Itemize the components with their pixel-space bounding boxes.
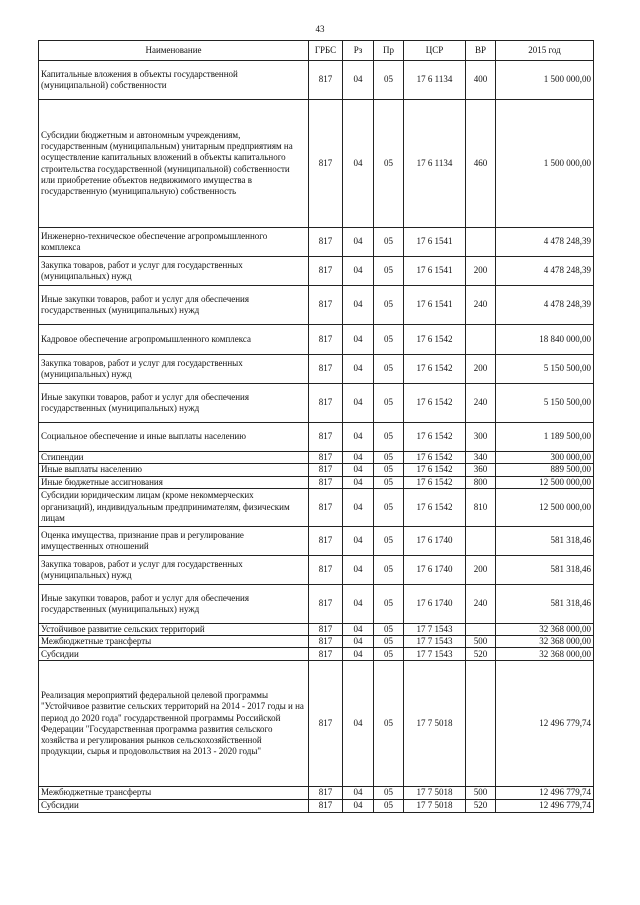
row-vr bbox=[466, 228, 496, 257]
row-amount: 32 368 000,00 bbox=[496, 636, 594, 648]
table-row bbox=[39, 100, 594, 228]
header-name: Наименование bbox=[39, 41, 309, 61]
table-row bbox=[39, 787, 594, 799]
table-row bbox=[39, 325, 594, 355]
row-amount: 889 500,00 bbox=[496, 464, 594, 476]
row-rz: 04 bbox=[343, 228, 374, 257]
row-vr: 240 bbox=[466, 384, 496, 423]
row-csr: 17 7 1543 bbox=[404, 636, 466, 648]
row-grbs: 817 bbox=[309, 257, 343, 286]
header-csr: ЦСР bbox=[404, 41, 466, 61]
table-row bbox=[39, 636, 594, 648]
row-name: Иные закупки товаров, работ и услуг для обеспечения государственных (муниципальных) нужд bbox=[39, 584, 309, 623]
row-vr: 500 bbox=[466, 787, 496, 799]
row-csr: 17 6 1542 bbox=[404, 325, 466, 355]
row-amount: 12 500 000,00 bbox=[496, 476, 594, 488]
row-pr: 05 bbox=[374, 636, 404, 648]
row-vr: 240 bbox=[466, 584, 496, 623]
row-csr: 17 7 5018 bbox=[404, 799, 466, 812]
row-pr: 05 bbox=[374, 555, 404, 584]
row-rz: 04 bbox=[343, 623, 374, 635]
row-csr: 17 6 1740 bbox=[404, 555, 466, 584]
row-pr: 05 bbox=[374, 464, 404, 476]
row-pr: 05 bbox=[374, 661, 404, 787]
row-grbs: 817 bbox=[309, 488, 343, 526]
row-csr: 17 6 1541 bbox=[404, 228, 466, 257]
row-csr: 17 7 1543 bbox=[404, 623, 466, 635]
row-vr: 200 bbox=[466, 257, 496, 286]
row-grbs: 817 bbox=[309, 636, 343, 648]
row-vr: 200 bbox=[466, 555, 496, 584]
header-grbs: ГРБС bbox=[309, 41, 343, 61]
row-vr: 200 bbox=[466, 355, 496, 384]
row-name: Субсидии бюджетным и автономным учреждениям, государственным (муниципальным) унитарным предприятиям на осуществление капитальных вложений в объекты капитального строительства государственной (муниципальной) собственности или приобретение объектов недвижимого имущества в государственную (муниципальную) собственность bbox=[39, 100, 309, 228]
row-vr bbox=[466, 325, 496, 355]
row-name: Инженерно-техническое обеспечение агропромышленного комплекса bbox=[39, 228, 309, 257]
row-csr: 17 6 1542 bbox=[404, 452, 466, 464]
row-rz: 04 bbox=[343, 355, 374, 384]
row-rz: 04 bbox=[343, 61, 374, 100]
row-rz: 04 bbox=[343, 476, 374, 488]
row-grbs: 817 bbox=[309, 476, 343, 488]
row-grbs: 817 bbox=[309, 423, 343, 452]
row-rz: 04 bbox=[343, 100, 374, 228]
row-grbs: 817 bbox=[309, 384, 343, 423]
row-amount: 12 496 779,74 bbox=[496, 799, 594, 812]
row-pr: 05 bbox=[374, 286, 404, 325]
row-name: Закупка товаров, работ и услуг для государственных (муниципальных) нужд bbox=[39, 555, 309, 584]
row-name: Оценка имущества, признание прав и регулирование имущественных отношений bbox=[39, 526, 309, 555]
table-row bbox=[39, 384, 594, 423]
row-pr: 05 bbox=[374, 526, 404, 555]
row-vr: 800 bbox=[466, 476, 496, 488]
page-number: 43 bbox=[315, 24, 325, 34]
row-rz: 04 bbox=[343, 648, 374, 661]
row-grbs: 817 bbox=[309, 661, 343, 787]
row-amount: 12 500 000,00 bbox=[496, 488, 594, 526]
row-grbs: 817 bbox=[309, 100, 343, 228]
row-vr: 300 bbox=[466, 423, 496, 452]
row-name: Иные выплаты населению bbox=[39, 464, 309, 476]
header-rz: Рз bbox=[343, 41, 374, 61]
row-grbs: 817 bbox=[309, 623, 343, 635]
row-amount: 32 368 000,00 bbox=[496, 648, 594, 661]
row-pr: 05 bbox=[374, 325, 404, 355]
row-csr: 17 7 5018 bbox=[404, 661, 466, 787]
table-row bbox=[39, 661, 594, 787]
table-row bbox=[39, 526, 594, 555]
row-csr: 17 6 1740 bbox=[404, 584, 466, 623]
row-amount: 300 000,00 bbox=[496, 452, 594, 464]
row-pr: 05 bbox=[374, 452, 404, 464]
row-vr: 360 bbox=[466, 464, 496, 476]
row-csr: 17 7 5018 bbox=[404, 787, 466, 799]
row-rz: 04 bbox=[343, 257, 374, 286]
row-grbs: 817 bbox=[309, 787, 343, 799]
row-name: Субсидии bbox=[39, 799, 309, 812]
row-name: Кадровое обеспечение агропромышленного комплекса bbox=[39, 325, 309, 355]
row-grbs: 817 bbox=[309, 325, 343, 355]
row-pr: 05 bbox=[374, 384, 404, 423]
row-csr: 17 6 1134 bbox=[404, 61, 466, 100]
row-name: Субсидии юридическим лицам (кроме некоммерческих организаций), индивидуальным предпринимателям, физическим лицам bbox=[39, 488, 309, 526]
row-grbs: 817 bbox=[309, 286, 343, 325]
row-pr: 05 bbox=[374, 488, 404, 526]
row-csr: 17 6 1541 bbox=[404, 257, 466, 286]
row-pr: 05 bbox=[374, 648, 404, 661]
row-name: Устойчивое развитие сельских территорий bbox=[39, 623, 309, 635]
row-amount: 1 189 500,00 bbox=[496, 423, 594, 452]
row-vr: 520 bbox=[466, 799, 496, 812]
table-row bbox=[39, 476, 594, 488]
row-csr: 17 6 1542 bbox=[404, 476, 466, 488]
row-amount: 581 318,46 bbox=[496, 584, 594, 623]
header-amount: 2015 год bbox=[496, 41, 594, 61]
row-csr: 17 6 1542 bbox=[404, 384, 466, 423]
row-amount: 4 478 248,39 bbox=[496, 286, 594, 325]
row-rz: 04 bbox=[343, 787, 374, 799]
row-name: Иные закупки товаров, работ и услуг для обеспечения государственных (муниципальных) нужд bbox=[39, 384, 309, 423]
row-vr bbox=[466, 623, 496, 635]
table-row bbox=[39, 257, 594, 286]
table-row bbox=[39, 555, 594, 584]
row-grbs: 817 bbox=[309, 555, 343, 584]
row-rz: 04 bbox=[343, 661, 374, 787]
row-vr bbox=[466, 526, 496, 555]
row-name: Закупка товаров, работ и услуг для государственных (муниципальных) нужд bbox=[39, 355, 309, 384]
row-pr: 05 bbox=[374, 623, 404, 635]
header-vr: ВР bbox=[466, 41, 496, 61]
row-pr: 05 bbox=[374, 787, 404, 799]
row-rz: 04 bbox=[343, 526, 374, 555]
row-pr: 05 bbox=[374, 228, 404, 257]
row-pr: 05 bbox=[374, 257, 404, 286]
row-vr: 340 bbox=[466, 452, 496, 464]
row-rz: 04 bbox=[343, 384, 374, 423]
row-vr: 500 bbox=[466, 636, 496, 648]
row-vr: 240 bbox=[466, 286, 496, 325]
row-name: Реализация мероприятий федеральной целевой программы "Устойчивое развитие сельских территорий на 2014 - 2017 годы и на период до 2020 года" государственной программы Российской Федерации "Государственная программа развития сельского хозяйства и регулирования рынков сельскохозяйственной продукции, сырья и продовольствия на 2013 - 2020 годы" bbox=[39, 661, 309, 787]
row-csr: 17 6 1740 bbox=[404, 526, 466, 555]
row-amount: 4 478 248,39 bbox=[496, 228, 594, 257]
header-pr: Пр bbox=[374, 41, 404, 61]
table-row bbox=[39, 423, 594, 452]
row-grbs: 817 bbox=[309, 584, 343, 623]
row-vr: 520 bbox=[466, 648, 496, 661]
row-amount: 18 840 000,00 bbox=[496, 325, 594, 355]
row-rz: 04 bbox=[343, 325, 374, 355]
table-row bbox=[39, 584, 594, 623]
row-amount: 32 368 000,00 bbox=[496, 623, 594, 635]
row-amount: 581 318,46 bbox=[496, 526, 594, 555]
table-row bbox=[39, 648, 594, 661]
row-csr: 17 6 1541 bbox=[404, 286, 466, 325]
row-grbs: 817 bbox=[309, 464, 343, 476]
row-name: Межбюджетные трансферты bbox=[39, 787, 309, 799]
row-csr: 17 6 1542 bbox=[404, 488, 466, 526]
row-rz: 04 bbox=[343, 286, 374, 325]
row-amount: 5 150 500,00 bbox=[496, 355, 594, 384]
row-rz: 04 bbox=[343, 584, 374, 623]
row-rz: 04 bbox=[343, 464, 374, 476]
row-grbs: 817 bbox=[309, 61, 343, 100]
row-pr: 05 bbox=[374, 476, 404, 488]
row-rz: 04 bbox=[343, 555, 374, 584]
row-csr: 17 6 1542 bbox=[404, 355, 466, 384]
row-name: Иные бюджетные ассигнования bbox=[39, 476, 309, 488]
row-grbs: 817 bbox=[309, 228, 343, 257]
row-amount: 12 496 779,74 bbox=[496, 661, 594, 787]
table-row bbox=[39, 228, 594, 257]
table-header-row bbox=[39, 41, 594, 61]
row-rz: 04 bbox=[343, 636, 374, 648]
table-row bbox=[39, 464, 594, 476]
table-row bbox=[39, 799, 594, 812]
row-rz: 04 bbox=[343, 423, 374, 452]
row-name: Закупка товаров, работ и услуг для государственных (муниципальных) нужд bbox=[39, 257, 309, 286]
row-name: Субсидии bbox=[39, 648, 309, 661]
row-pr: 05 bbox=[374, 61, 404, 100]
row-name: Социальное обеспечение и иные выплаты населению bbox=[39, 423, 309, 452]
row-name: Стипендии bbox=[39, 452, 309, 464]
row-rz: 04 bbox=[343, 799, 374, 812]
row-name: Иные закупки товаров, работ и услуг для обеспечения государственных (муниципальных) нужд bbox=[39, 286, 309, 325]
row-grbs: 817 bbox=[309, 355, 343, 384]
row-amount: 4 478 248,39 bbox=[496, 257, 594, 286]
table-row bbox=[39, 623, 594, 635]
budget-table bbox=[38, 40, 594, 813]
row-amount: 12 496 779,74 bbox=[496, 787, 594, 799]
row-pr: 05 bbox=[374, 100, 404, 228]
table-row bbox=[39, 452, 594, 464]
row-grbs: 817 bbox=[309, 526, 343, 555]
row-pr: 05 bbox=[374, 584, 404, 623]
row-grbs: 817 bbox=[309, 452, 343, 464]
row-name: Межбюджетные трансферты bbox=[39, 636, 309, 648]
row-amount: 581 318,46 bbox=[496, 555, 594, 584]
row-pr: 05 bbox=[374, 799, 404, 812]
row-csr: 17 6 1542 bbox=[404, 423, 466, 452]
row-csr: 17 6 1134 bbox=[404, 100, 466, 228]
row-amount: 5 150 500,00 bbox=[496, 384, 594, 423]
row-grbs: 817 bbox=[309, 799, 343, 812]
table-row bbox=[39, 488, 594, 526]
table-body bbox=[39, 61, 594, 813]
row-vr: 400 bbox=[466, 61, 496, 100]
row-vr: 810 bbox=[466, 488, 496, 526]
row-grbs: 817 bbox=[309, 648, 343, 661]
row-pr: 05 bbox=[374, 355, 404, 384]
row-pr: 05 bbox=[374, 423, 404, 452]
row-rz: 04 bbox=[343, 452, 374, 464]
row-amount: 1 500 000,00 bbox=[496, 61, 594, 100]
row-vr bbox=[466, 661, 496, 787]
table-row bbox=[39, 355, 594, 384]
table-row bbox=[39, 286, 594, 325]
row-csr: 17 6 1542 bbox=[404, 464, 466, 476]
table-row bbox=[39, 61, 594, 100]
row-name: Капитальные вложения в объекты государственной (муниципальной) собственности bbox=[39, 61, 309, 100]
row-vr: 460 bbox=[466, 100, 496, 228]
row-rz: 04 bbox=[343, 488, 374, 526]
row-amount: 1 500 000,00 bbox=[496, 100, 594, 228]
row-csr: 17 7 1543 bbox=[404, 648, 466, 661]
